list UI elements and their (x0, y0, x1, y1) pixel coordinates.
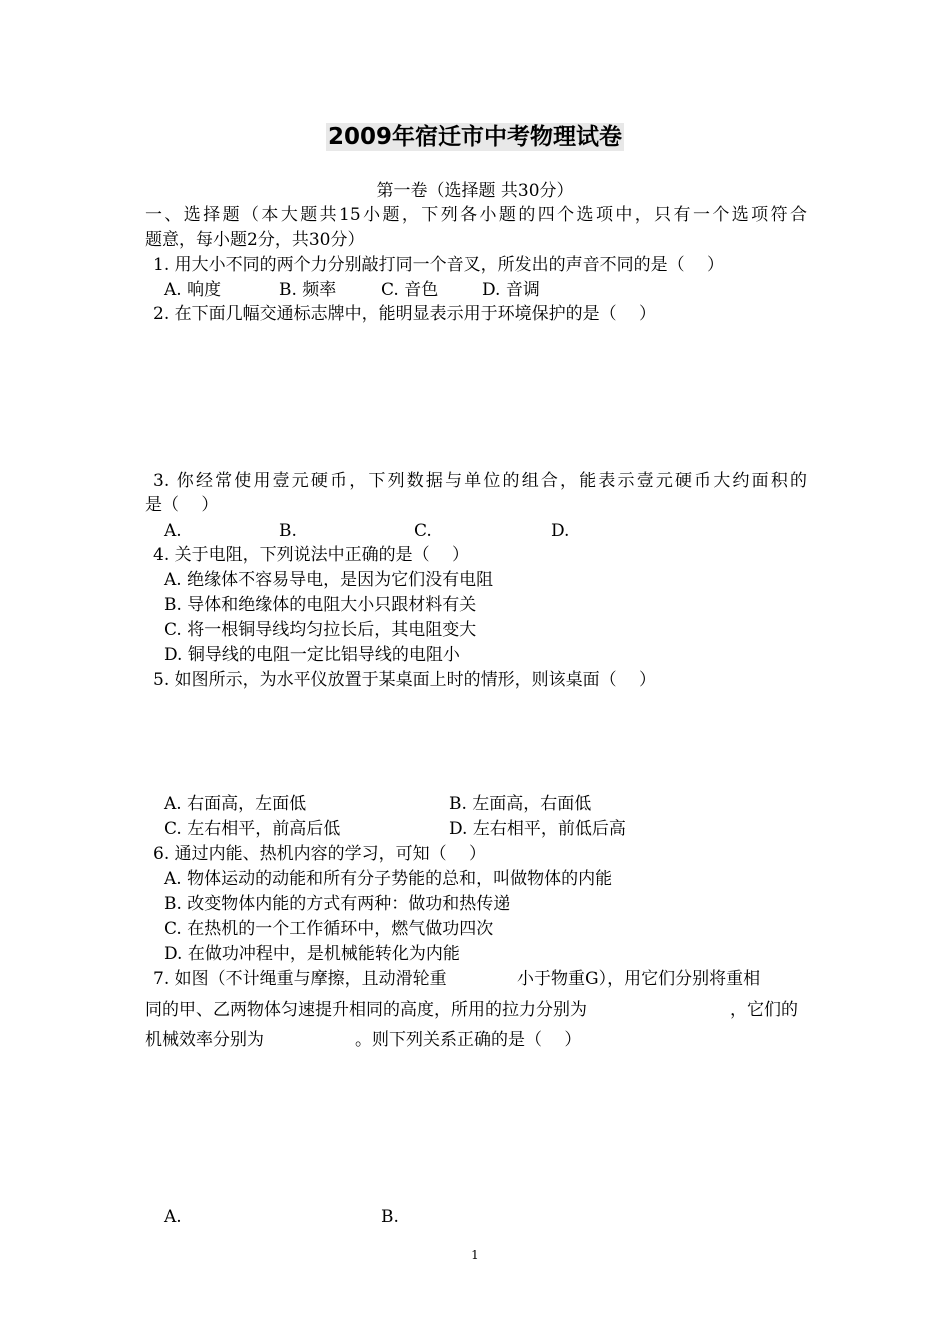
question-4-option-a: A. 绝缘体不容易导电，是因为它们没有电阻 (164, 570, 494, 590)
question-3-option-c: C. (414, 521, 432, 541)
question-5-option-b: B. 左面高，右面低 (449, 794, 592, 814)
volume-heading: 第一卷（选择题 共30分） (376, 181, 574, 201)
question-5-option-d: D. 左右相平，前低后高 (449, 819, 626, 839)
question-7-line1-start: 7. 如图（不计绳重与摩擦，且动滑轮重 (153, 969, 447, 989)
question-5-option-a: A. 右面高，左面低 (164, 794, 307, 814)
question-4-option-c: C. 将一根铜导线均匀拉长后，其电阻变大 (164, 620, 477, 640)
question-3-stem-line1: 3. 你经常使用壹元硬币，下列数据与单位的组合，能表示壹元硬币大约面积的 (153, 471, 807, 491)
question-6-stem: 6. 通过内能、热机内容的学习，可知（ ） (153, 844, 487, 864)
page-title: 2009年宿迁市中考物理试卷 (327, 124, 622, 150)
question-6-option-b: B. 改变物体内能的方式有两种：做功和热传递 (164, 894, 511, 914)
question-1-option-a: A. 响度 (164, 280, 222, 300)
section-instructions-line2: 题意，每小题2分，共30分） (145, 230, 365, 250)
question-2-stem: 2. 在下面几幅交通标志牌中，能明显表示用于环境保护的是（ ） (153, 304, 657, 324)
question-7-line2-start: 同的甲、乙两物体匀速提升相同的高度，所用的拉力分别为 (145, 1000, 587, 1020)
question-5-option-c: C. 左右相平，前高后低 (164, 819, 341, 839)
question-3-option-a: A. (164, 521, 182, 541)
question-6-option-a: A. 物体运动的动能和所有分子势能的总和，叫做物体的内能 (164, 869, 613, 889)
question-4-stem: 4. 关于电阻，下列说法中正确的是（ ） (153, 545, 470, 565)
question-7-line3-end: 。则下列关系正确的是（ ） (355, 1030, 582, 1050)
question-7-option-a: A. (164, 1207, 182, 1227)
question-7-option-b: B. (381, 1207, 399, 1227)
question-7-line1-end: 小于物重G），用它们分别将重相 (517, 969, 761, 989)
question-1-option-b: B. 频率 (279, 280, 337, 300)
question-7-line2-end: ，它们的 (730, 1000, 798, 1020)
question-5-stem: 5. 如图所示，为水平仪放置于某桌面上时的情形，则该桌面（ ） (153, 670, 657, 690)
question-4-option-d: D. 铜导线的电阻一定比铝导线的电阻小 (164, 645, 460, 665)
question-3-option-d: D. (551, 521, 570, 541)
question-7-line3-start: 机械效率分别为 (145, 1030, 264, 1050)
question-1-option-d: D. 音调 (482, 280, 540, 300)
page-number: 1 (471, 1248, 479, 1262)
question-1-stem: 1. 用大小不同的两个力分别敲打同一个音叉，所发出的声音不同的是（ ） (153, 255, 725, 275)
question-6-option-d: D. 在做功冲程中，是机械能转化为内能 (164, 944, 460, 964)
question-3-option-b: B. (279, 521, 297, 541)
question-4-option-b: B. 导体和绝缘体的电阻大小只跟材料有关 (164, 595, 477, 615)
question-3-stem-line2: 是（ ） (145, 495, 219, 515)
question-1-option-c: C. 音色 (381, 280, 439, 300)
question-6-option-c: C. 在热机的一个工作循环中，燃气做功四次 (164, 919, 494, 939)
section-instructions-line1: 一、选择题（本大题共15小题，下列各小题的四个选项中，只有一个选项符合 (145, 205, 807, 225)
